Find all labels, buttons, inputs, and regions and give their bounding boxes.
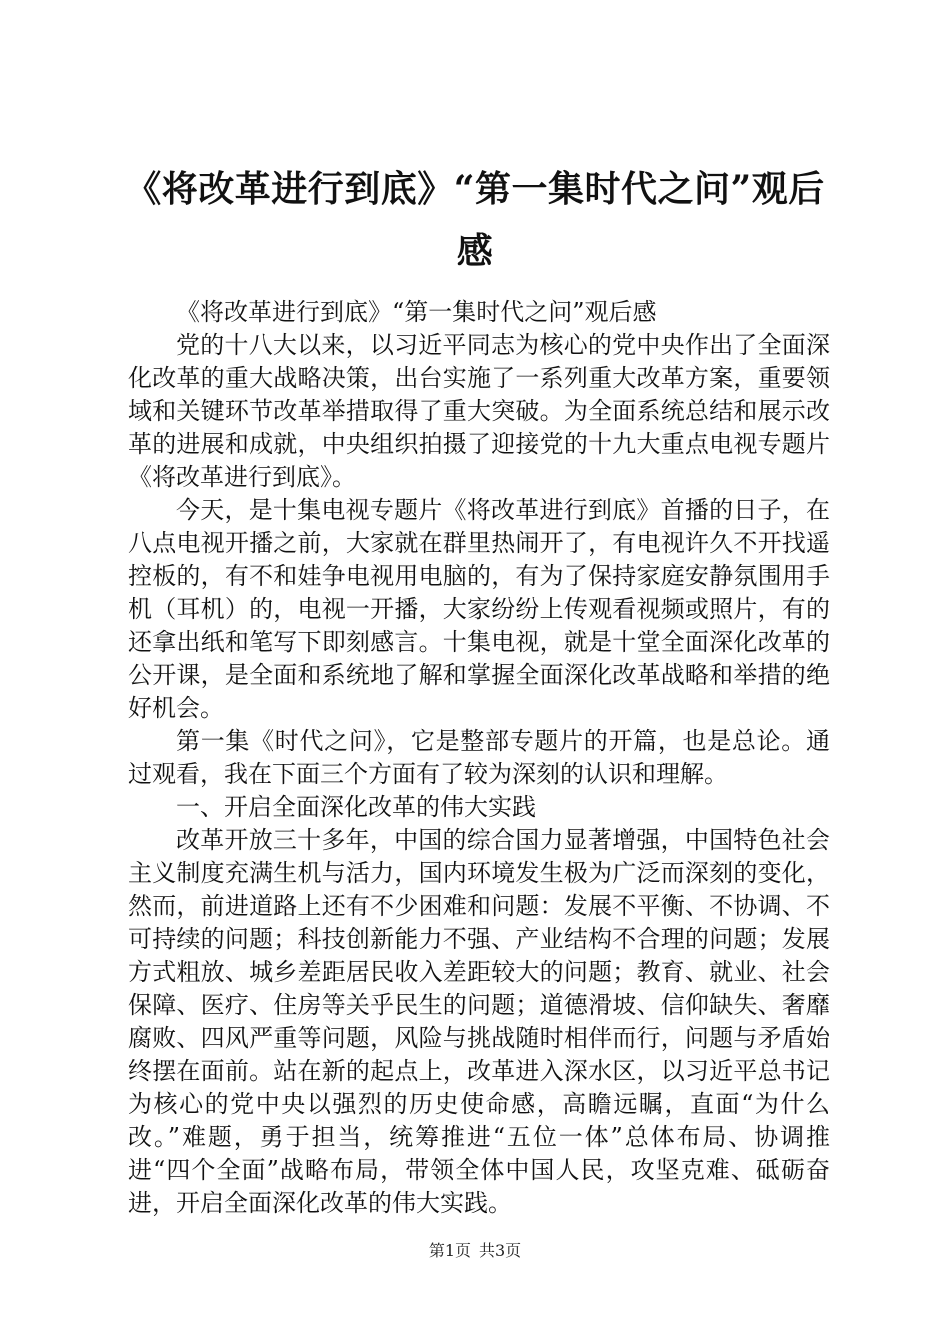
paragraph: 今天，是十集电视专题片《将改革进行到底》首播的日子，在八点电视开播之前，大家就在群里热闹开了，有电视许久不开找遥控板的，有不和娃争电视用电脑的，有为了保持家庭安静氛围用手机（耳机）的，电视一开播，大家纷纷上传观看视频或照片，有的还拿出纸和笔写下即刻感言。十集电视，就是十堂全面深化改革的公开课，是全面和系统地了解和掌握全面深化改革战略和举措的绝好机会。 <box>128 496 830 722</box>
paragraph: 第一集《时代之问》，它是整部专题片的开篇，也是总论。通过观看，我在下面三个方面有了较为深刻的认识和理解。 <box>128 727 830 788</box>
page-footer <box>0 1241 950 1261</box>
page-total: 共3页 <box>479 1241 522 1260</box>
section-heading: 一、开启全面深化改革的伟大实践 <box>176 793 536 821</box>
document-title: 《将改革进行到底》“第一集时代之问”观后感 <box>125 168 825 272</box>
page-number: 第1页 <box>428 1241 471 1260</box>
document-body <box>128 296 830 1220</box>
paragraph-subtitle: 《将改革进行到底》“第一集时代之问”观后感 <box>176 298 657 326</box>
paragraph: 党的十八大以来，以习近平同志为核心的党中央作出了全面深化改革的重大战略决策，出台实施了一系列重大改革方案，重要领域和关键环节改革举措取得了重大突破。为全面系统总结和展示改革的进展和成就，中央组织拍摄了迎接党的十九大重点电视专题片《将改革进行到底》。 <box>128 331 830 491</box>
paragraph: 改革开放三十多年，中国的综合国力显著增强，中国特色社会主义制度充满生机与活力，国内环境发生极为广泛而深刻的变化，然而，前进道路上还有不少困难和问题：发展不平衡、不协调、不可持续的问题；科技创新能力不强、产业结构不合理的问题；发展方式粗放、城乡差距居民收入差距较大的问题；教育、就业、社会保障、医疗、住房等关乎民生的问题；道德滑坡、信仰缺失、奢靡腐败、四风严重等问题，风险与挑战随时相伴而行，问题与矛盾始终摆在面前。站在新的起点上，改革进入深水区，以习近平总书记为核心的党中央以强烈的历史使命感，高瞻远瞩，直面“为什么改。”难题，勇于担当，统筹推进“五位一体”总体布局、协调推进“四个全面”战略布局，带领全体中国人民，攻坚克难、砥砺奋进，开启全面深化改革的伟大实践。 <box>128 826 830 1217</box>
